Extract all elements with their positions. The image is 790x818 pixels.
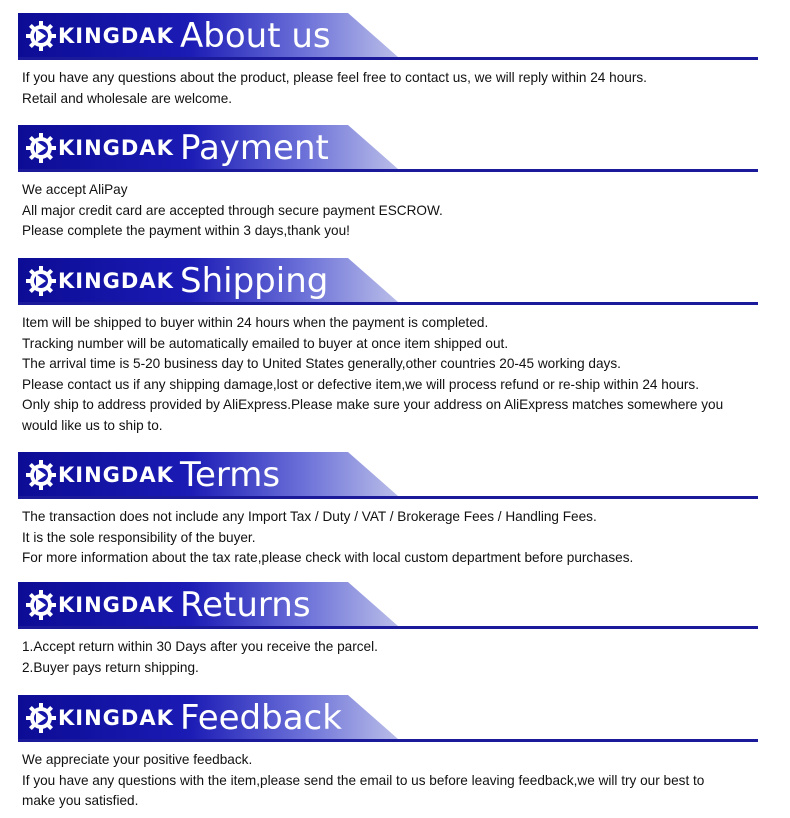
section-banner xyxy=(18,582,758,628)
section-banner xyxy=(18,258,758,304)
section-title: Payment xyxy=(180,128,329,168)
section-banner xyxy=(18,695,758,741)
section-title: About us xyxy=(180,16,331,56)
text-line: We accept AliPay xyxy=(22,182,128,197)
section-title: Shipping xyxy=(180,261,329,301)
kingdak-logo xyxy=(26,589,174,621)
section-body xyxy=(22,180,757,242)
text-line: 1.Accept return within 30 Days after you receive the parcel. xyxy=(22,639,378,654)
logo-text: KINGDAK xyxy=(58,706,174,730)
section-body xyxy=(22,68,757,109)
gear-icon xyxy=(26,266,56,296)
text-line: make you satisfied. xyxy=(22,793,139,808)
text-line: Only ship to address provided by AliExpress.Please make sure your address on AliExpress matches somewhere you xyxy=(22,397,724,412)
section-title: Terms xyxy=(180,455,281,495)
section-body xyxy=(22,313,757,436)
logo-text: KINGDAK xyxy=(58,136,174,160)
gear-icon xyxy=(26,21,56,51)
text-line: would like us to ship to. xyxy=(22,417,163,433)
kingdak-logo xyxy=(26,265,174,297)
section-body xyxy=(22,507,757,569)
text-line: If you have any questions about the product, please feel free to contact us, we will reply within 24 hours. xyxy=(22,70,647,85)
logo-text: KINGDAK xyxy=(58,463,174,487)
gear-icon xyxy=(26,133,56,163)
kingdak-logo xyxy=(26,20,174,52)
text-line: Retail and wholesale are welcome. xyxy=(22,90,233,106)
gear-icon xyxy=(26,460,56,490)
logo-text: KINGDAK xyxy=(58,269,174,293)
text-line: For more information about the tax rate,please check with local custom department before purchases. xyxy=(22,550,634,565)
text-line: The transaction does not include any Import Tax / Duty / VAT / Brokerage Fees / Handling Fees. xyxy=(22,509,597,524)
text-line: Item will be shipped to buyer within 24 hours when the payment is completed. xyxy=(22,315,489,330)
section-body xyxy=(22,750,757,812)
section-banner xyxy=(18,452,758,498)
section-title: Feedback xyxy=(180,698,342,738)
section-banner xyxy=(18,125,758,171)
logo-text: KINGDAK xyxy=(58,593,174,617)
section-banner xyxy=(18,13,758,59)
text-line: Please complete the payment within 3 days,thank you! xyxy=(22,223,350,238)
section-title: Returns xyxy=(180,585,311,625)
text-line: We appreciate your positive feedback. xyxy=(22,752,253,767)
text-line: Please contact us if any shipping damage,lost or defective item,we will process refund or re-ship within 24 hours. xyxy=(22,376,700,392)
logo-text: KINGDAK xyxy=(58,24,174,48)
kingdak-logo xyxy=(26,459,174,491)
text-line: 2.Buyer pays return shipping. xyxy=(22,659,199,675)
text-line: Tracking number will be automatically emailed to buyer at once item shipped out. xyxy=(22,335,509,351)
text-line: If you have any questions with the item,please send the email to us before leaving feedback,we will try our best to xyxy=(22,772,705,788)
kingdak-logo xyxy=(26,702,174,734)
gear-icon xyxy=(26,703,56,733)
text-line: It is the sole responsibility of the buyer. xyxy=(22,529,256,545)
kingdak-logo xyxy=(26,132,174,164)
gear-icon xyxy=(26,590,56,620)
text-line: All major credit card are accepted through secure payment ESCROW. xyxy=(22,202,443,218)
text-line: The arrival time is 5-20 business day to United States generally,other countries 20-45 working days. xyxy=(22,356,621,371)
section-body xyxy=(22,637,757,678)
